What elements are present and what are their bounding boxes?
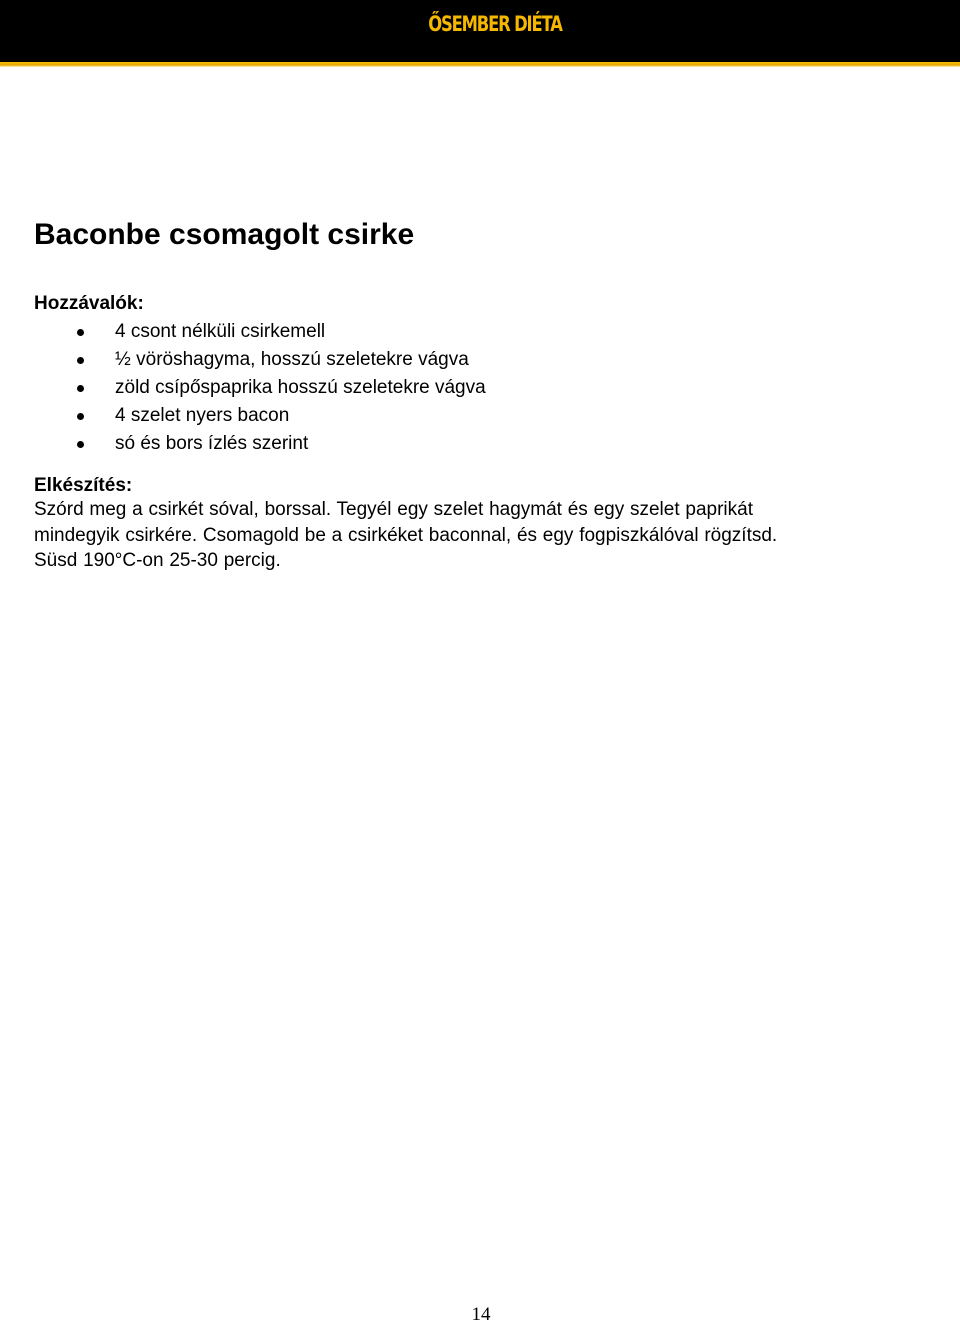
ingredient-text: zöld csípőspaprika hosszú szeletekre vágva (115, 377, 486, 398)
page-number: 14 (471, 1304, 491, 1325)
ingredient-text: só és bors ízlés szerint (115, 433, 309, 454)
header-logo: ŐSEMBER DIÉTA (428, 12, 562, 36)
recipe-content (34, 216, 934, 574)
ingredient-text: 4 csont nélküli csirkemell (115, 321, 326, 342)
ingredient-list (34, 318, 934, 458)
header-stripe (0, 62, 960, 67)
list-item (34, 374, 934, 402)
bullet-icon (77, 413, 84, 420)
bullet-icon (77, 357, 84, 364)
list-item (34, 430, 934, 458)
list-item (34, 318, 934, 346)
method-line: Süsd 190°C-on 25-30 percig. (34, 550, 281, 571)
bullet-icon (77, 441, 84, 448)
ingredient-text: 4 szelet nyers bacon (115, 405, 290, 426)
list-item (34, 402, 934, 430)
bullet-icon (77, 385, 84, 392)
ingredient-text: ½ vöröshagyma, hosszú szeletekre vágva (115, 349, 469, 370)
list-item (34, 346, 934, 374)
ingredients-heading: Hozzávalók: (34, 293, 144, 314)
method-heading: Elkészítés: (34, 475, 133, 496)
bullet-icon (77, 329, 84, 336)
method-line: Szórd meg a csirkét sóval, borssal. Tegyél egy szelet hagymát és egy szelet paprikát (34, 499, 753, 520)
recipe-title: Baconbe csomagolt csirke (34, 218, 415, 251)
method-line: mindegyik csirkére. Csomagold be a csirkéket baconnal, és egy fogpiszkálóval rögzítsd. (34, 524, 778, 546)
method-paragraph (34, 497, 934, 574)
